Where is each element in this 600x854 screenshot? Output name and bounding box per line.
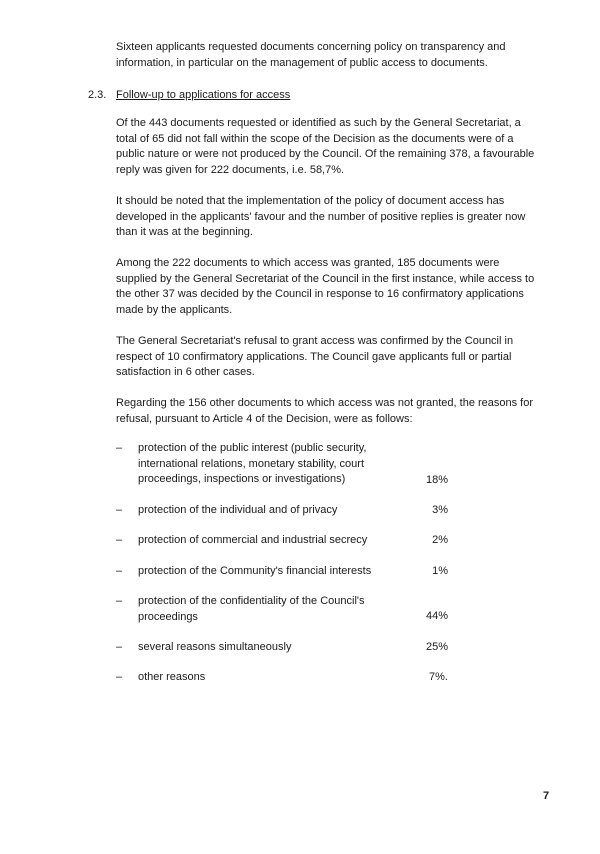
list-item-percentage: 44% <box>425 610 448 622</box>
list-bullet: – <box>116 442 123 454</box>
paragraph: The General Secretariat's refusal to grant access was confirmed by the Council in respect of 10 confirmatory applications. The Council gave applicants full or partial satisfaction in 6 other cases. <box>116 335 514 378</box>
list-bullet: – <box>116 565 123 577</box>
list-bullet: – <box>116 595 123 607</box>
list-bullet: – <box>116 641 123 653</box>
list-item-percentage: 18% <box>425 474 448 486</box>
list-bullet: – <box>116 671 123 683</box>
list-item: protection of the public interest (public security, international relations, monetary stability, court proceedings, inspections or investigations) <box>138 442 367 485</box>
list-item: other reasons <box>138 671 206 683</box>
paragraph: Of the 443 documents requested or identified as such by the General Secretariat, a total of 65 did not fall within the scope of the Decision as the documents were of a public nature or were not produced by the Council. Of the remaining 378, a favourable reply was given for 222 documents, i.e. 58,7%. <box>116 117 535 176</box>
list-item: protection of the individual and of privacy <box>138 504 338 516</box>
list-item-percentage: 1% <box>432 565 448 577</box>
list-item-percentage: 7%. <box>429 671 448 683</box>
paragraph: Among the 222 documents to which access was granted, 185 documents were supplied by the General Secretariat of the Council in the first instance, while access to the other 37 was decided by the Council in response to 16 confirmatory applications made by the applicants. <box>116 257 535 316</box>
list-item: protection of the confidentiality of the Council's proceedings <box>138 595 365 623</box>
section-number: 2.3. <box>88 89 107 101</box>
paragraph: Regarding the 156 other documents to which access was not granted, the reasons for refusal, pursuant to Article 4 of the Decision, were as follows: <box>116 397 534 425</box>
intro-paragraph: Sixteen applicants requested documents concerning policy on transparency and information, in particular on the management of public access to documents. <box>116 41 506 69</box>
list-bullet: – <box>116 534 123 546</box>
paragraph: It should be noted that the implementation of the policy of document access has developed in the applicants' favour and the number of positive replies is greater now than it was at the beginning. <box>116 195 526 238</box>
list-bullet: – <box>116 504 123 516</box>
list-item-percentage: 3% <box>432 504 448 516</box>
list-item: protection of the Community's financial interests <box>138 565 372 577</box>
list-item: protection of commercial and industrial secrecy <box>138 534 368 546</box>
page-number: 7 <box>543 790 550 802</box>
section-heading: Follow-up to applications for access <box>116 89 291 101</box>
list-item-percentage: 2% <box>432 534 448 546</box>
list-item: several reasons simultaneously <box>138 641 292 653</box>
list-item-percentage: 25% <box>425 641 448 653</box>
